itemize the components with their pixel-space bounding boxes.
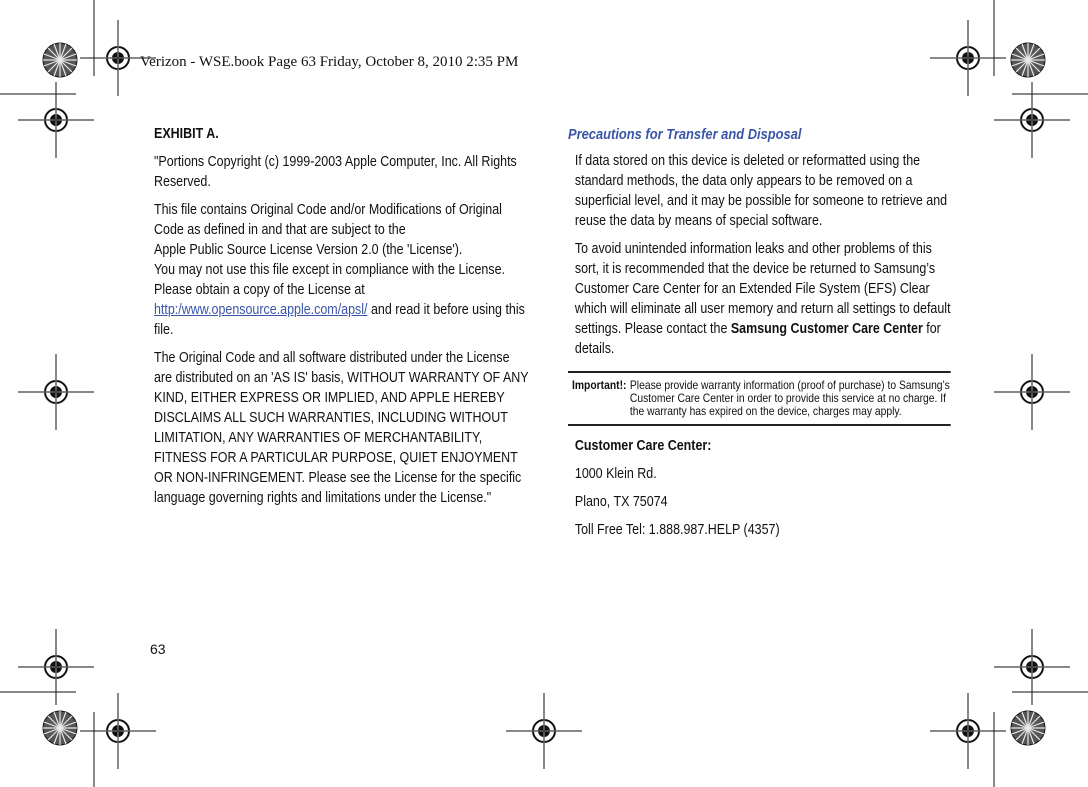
crosshair-mark-bottom-right <box>930 693 1006 769</box>
exhibit-column <box>154 124 529 516</box>
important-label: Important!: <box>572 378 627 392</box>
care-center-bold: Samsung Customer Care Center <box>730 321 923 337</box>
precautions-column <box>568 125 951 548</box>
contact-heading: Customer Care Center: <box>574 438 712 454</box>
efs-text-start: To avoid unintended information leaks and other problems of this sort, it is recommended that the device be returned to Samsung’s Customer Care Center for an Extended File System (EFS) Clear which will eliminate all user memory and return all settings to default settings. Please contact the <box>574 241 951 337</box>
crosshair-mark-right-lower <box>994 629 1070 705</box>
starburst-mark-top-left <box>43 43 77 77</box>
starburst-mark-bottom-left <box>43 711 77 745</box>
exhibit-heading: EXHIBIT A. <box>154 126 219 142</box>
license-text-tail: and read it before using this file. <box>154 302 525 338</box>
section-title: Precautions for Transfer and Disposal <box>568 126 802 143</box>
efs-text-end: for details. <box>574 321 941 357</box>
crosshair-mark-left-middle <box>18 354 94 430</box>
contact-address-street: 1000 Klein Rd. <box>574 466 657 482</box>
page-number: 63 <box>150 641 166 657</box>
license-link[interactable]: http:/www.opensource.apple.com/apsl/ <box>154 302 368 318</box>
efs-clear-paragraph <box>575 239 951 359</box>
crosshair-mark-bottom-left <box>80 693 156 769</box>
crosshair-mark-top-right <box>930 20 1006 96</box>
crosshair-mark-right-middle <box>994 354 1070 430</box>
starburst-mark-bottom-right <box>1011 711 1045 745</box>
starburst-mark-top-right <box>1011 43 1045 77</box>
contact-phone: Toll Free Tel: 1.888.987.HELP (4357) <box>574 522 780 538</box>
crosshair-mark-left-upper <box>18 82 94 158</box>
crosshair-mark-right-upper <box>994 82 1070 158</box>
contact-address-city: Plano, TX 75074 <box>574 494 668 510</box>
book-slug-header: Verizon - WSE.book Page 63 Friday, October 8, 2010 2:35 PM <box>140 54 519 70</box>
license-paragraph <box>154 200 529 340</box>
crosshair-mark-left-lower <box>18 629 94 705</box>
license-text-2: Apple Public Source License Version 2.0 (the 'License'). <box>154 242 463 258</box>
crosshair-mark-bottom-center <box>506 693 582 769</box>
data-removal-paragraph: If data stored on this device is deleted or reformatted using the standard methods, the data only appears to be removed on a superficial level, and it may be possible for someone to retrieve and reuse the data by means of special software. <box>574 153 948 229</box>
license-text-3: You may not use this file except in compliance with the License. Please obtain a copy of the License at <box>154 262 505 298</box>
important-note <box>568 371 951 426</box>
important-text: Please provide warranty information (proof of purchase) to Samsung’s Customer Care Center in order to provide this service at no charge. If the warranty has expired on the device, charges may apply. <box>629 378 950 418</box>
license-text-1: This file contains Original Code and/or Modifications of Original Code as defined in and that are subject to the <box>154 202 502 238</box>
copyright-paragraph: "Portions Copyright (c) 1999-2003 Apple Computer, Inc. All Rights Reserved. <box>154 154 517 190</box>
warranty-disclaimer-paragraph: The Original Code and all software distributed under the License are distributed on an 'AS IS' basis, WITHOUT WARRANTY OF ANY KIND, EITHER EXPRESS OR IMPLIED, AND APPLE HEREBY DISCLAIMS ALL SUCH WARRANTIES, INCLUDING WITHOUT LIMITATION, ANY WARRANTIES OF MERCHANTABILITY, FITNESS FOR A PARTICULAR PURPOSE, QUIET ENJOYMENT OR NON-INFRINGEMENT. Please see the License for the specific language governing rights and limitations under the License." <box>154 350 529 506</box>
